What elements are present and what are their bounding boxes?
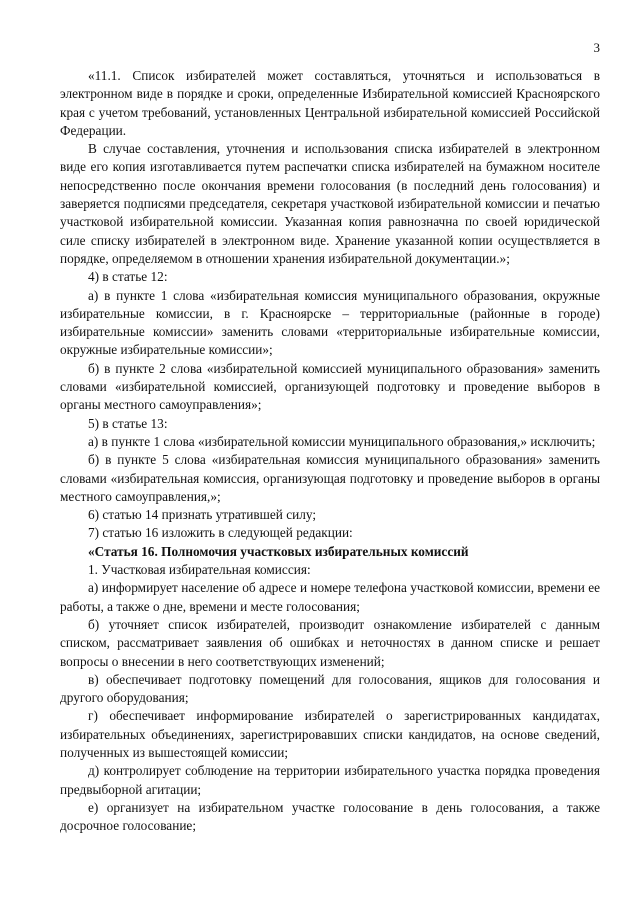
paragraph-item-4-b: б) в пункте 2 слова «избирательной комиссией муниципального образования» заменить словами «избирательной комиссией, организующей подготовку и проведение выборов в органы местного самоуправления»; xyxy=(60,360,600,413)
paragraph-electronic-copy: В случае составления, уточнения и использования списка избирателей в электронном виде его копия изготавливается путем распечатки списка избирателей на бумажном носителе непосредственно после окончания времени голосования (в последний день голосования) и заверяется подписями председателя, секретаря участковой избирательной комиссии и печатью участковой избирательной комиссии. Указанная копия равнозначна по своей юридической силе списку избирателей в электронном виде. Хранение указанной копии осуществляется в порядке, определяемом в отношении хранения избирательной документации.»; xyxy=(60,141,600,266)
paragraph-article-16-1: 1. Участковая избирательная комиссия: xyxy=(88,562,311,578)
paragraph-item-5-a: а) в пункте 1 слова «избирательной комиссии муниципального образования,» исключить; xyxy=(88,433,596,449)
paragraph-item-5: 5) в статье 13: xyxy=(88,415,168,431)
paragraph-article-16-1-d: д) контролирует соблюдение на территории избирательного участка порядка проведения предвыборной агитации; xyxy=(60,763,600,797)
paragraph-item-6: 6) статью 14 признать утратившей силу; xyxy=(88,507,317,523)
article-16-heading: «Статья 16. Полномочия участковых избирательных комиссий xyxy=(88,543,469,559)
paragraph-item-5-b: б) в пункте 5 слова «избирательная комиссия муниципального образования» заменить словами «избирательная комиссия, организующая подготовку и проведение выборов в органы местного самоуправления,»; xyxy=(60,452,600,504)
paragraph-article-16-1-g: г) обеспечивает информирование избирателей о зарегистрированных кандидатах, избирательных объединениях, зарегистрировавших списки кандидатов, на основе сведений, полученных из вышестоящей комиссии; xyxy=(60,708,600,760)
paragraph-article-16-1-e: е) организует на избирательном участке голосование в день голосования, а также досрочное голосование; xyxy=(60,799,600,834)
paragraph-11-1: «11.1. Список избирателей может составляться, уточняться и использоваться в электронном виде в порядке и сроки, определенные Избирательной комиссией Красноярского края с учетом требований, установленных Центральной избирательной комиссией Российской Федерации. xyxy=(60,68,600,138)
page-number: 3 xyxy=(593,40,600,55)
paragraph-article-16-1-a: а) информирует население об адресе и номере телефона участковой комиссии, времени ее работы, а также о дне, времени и месте голосования; xyxy=(60,580,600,614)
paragraph-item-4-a: а) в пункте 1 слова «избирательная комиссия муниципального образования, окружные избирательные комиссии, в г. Красноярске – территориальные (районные в городе) избирательные комиссии» заменить словами «территориальные избирательные комиссии, окружные избирательные комиссии»; xyxy=(60,287,600,358)
paragraph-item-7: 7) статью 16 изложить в следующей редакции: xyxy=(88,525,353,541)
paragraph-article-16-1-v: в) обеспечивает подготовку помещений для голосования, ящиков для голосования и другого оборудования; xyxy=(60,671,600,706)
paragraph-item-4: 4) в статье 12: xyxy=(88,269,168,285)
paragraph-article-16-1-b: б) уточняет список избирателей, производит ознакомление избирателей с данным списком, рассматривает заявления об ошибках и неточностях в данном списке и решает вопросы о внесении в него соответствующих изменений; xyxy=(60,616,600,669)
document-body xyxy=(60,67,600,835)
